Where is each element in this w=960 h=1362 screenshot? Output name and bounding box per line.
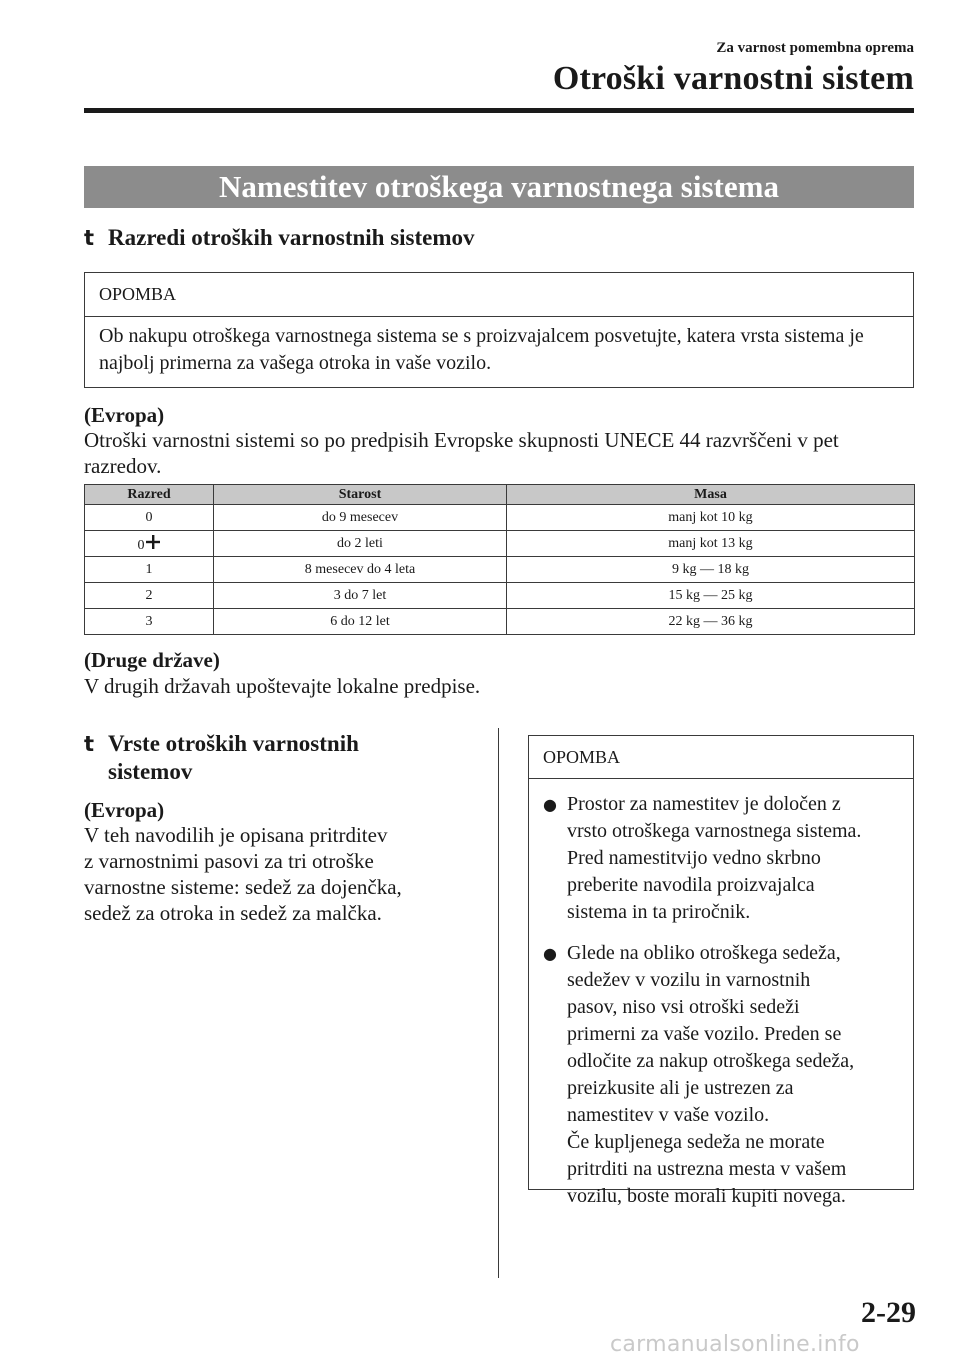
plus-icon <box>145 534 161 550</box>
list-item <box>541 791 901 926</box>
subsection-title-line1: Vrste otroških varnostnih <box>108 731 359 756</box>
bullet-line: vrsto otroškega varnostnega sistema. <box>567 820 862 842</box>
cell-starost: 8 mesecev do 4 leta <box>214 557 507 583</box>
note-heading: OPOMBA <box>529 736 913 779</box>
section-banner: Namestitev otroškega varnostnega sistema <box>84 166 914 208</box>
bullet-icon: ● <box>543 944 557 963</box>
subsection-heading-types <box>84 730 359 786</box>
cell-masa: 9 kg — 18 kg <box>507 557 915 583</box>
cell-razred: 0 <box>85 505 214 531</box>
cell-razred: 3 <box>85 609 214 635</box>
cell-razred: 0 <box>137 537 145 553</box>
subsection-heading-classes <box>84 224 475 252</box>
bullet-line: vozilu, boste morali kupiti novega. <box>567 1185 846 1207</box>
text-line: varnostne sisteme: sedež za dojenčka, <box>84 875 402 899</box>
cell-masa: manj kot 10 kg <box>507 505 915 531</box>
types-paragraph <box>84 822 494 926</box>
section-marker-icon: t <box>84 732 95 756</box>
region-label-europe: (Evropa) <box>84 403 165 427</box>
note-heading: OPOMBA <box>85 273 913 317</box>
table-row <box>85 609 915 635</box>
header-masa: Masa <box>507 485 915 505</box>
text-line: sedež za otroka in sedež za malčka. <box>84 901 382 925</box>
subsection-title-line2: sistemov <box>108 759 193 784</box>
text-line: V teh navodilih je opisana pritrditev <box>84 823 388 847</box>
cell-starost: do 2 leti <box>214 531 507 557</box>
other-paragraph: V drugih državah upoštevajte lokalne predpise. <box>84 674 481 698</box>
cell-starost: 3 do 7 let <box>214 583 507 609</box>
cell-razred: 2 <box>85 583 214 609</box>
class-table <box>84 484 915 635</box>
table-row <box>85 531 915 557</box>
cell-masa: manj kot 13 kg <box>507 531 915 557</box>
table-row <box>85 505 915 531</box>
bullet-line: sistema in ta priročnik. <box>567 901 751 923</box>
cell-masa: 15 kg — 25 kg <box>507 583 915 609</box>
text-line: z varnostnimi pasovi za tri otroške <box>84 849 374 873</box>
bullet-line: preberite navodila proizvajalca <box>567 874 815 896</box>
region-label-europe-2: (Evropa) <box>84 798 165 822</box>
column-divider <box>498 728 499 1278</box>
cell-razred-plus <box>85 531 214 557</box>
header-razred: Razred <box>85 485 214 505</box>
page-number: 2-29 <box>861 1296 916 1329</box>
section-marker-icon: t <box>84 226 95 250</box>
bullet-line: Če kupljenega sedeža ne morate <box>567 1131 825 1153</box>
chapter-title: Otroški varnostni sistem <box>552 60 914 97</box>
bullet-line: pritrditi na ustrezna mesta v vašem <box>567 1158 847 1180</box>
watermark: carmanualsonline.info <box>610 1332 860 1357</box>
bullet-line: preizkusite ali je ustrezen za <box>567 1077 794 1099</box>
cell-masa: 22 kg — 36 kg <box>507 609 915 635</box>
bullet-line: Prostor za namestitev je določen z <box>567 793 841 815</box>
list-item <box>541 940 901 1210</box>
note-bullet-list <box>529 779 913 1210</box>
note-box <box>84 272 914 388</box>
table-row <box>85 557 915 583</box>
header-starost: Starost <box>214 485 507 505</box>
note-box-2 <box>528 735 914 1207</box>
region-label-other: (Druge države) <box>84 648 220 672</box>
bullet-line: primerni za vaše vozilo. Preden se <box>567 1023 842 1045</box>
cell-starost: 6 do 12 let <box>214 609 507 635</box>
bullet-line: pasov, niso vsi otroški sedeži <box>567 996 800 1018</box>
cell-starost: do 9 mesecev <box>214 505 507 531</box>
bullet-line: odločite za nakup otroškega sedeža, <box>567 1050 855 1072</box>
bullet-line: sedežev v vozilu in varnostnih <box>567 969 811 991</box>
table-row <box>85 583 915 609</box>
cell-razred: 1 <box>85 557 214 583</box>
header-rule <box>84 108 914 113</box>
bullet-line: Glede na obliko otroškega sedeža, <box>567 942 841 964</box>
bullet-icon: ● <box>543 795 557 814</box>
europe-paragraph: Otroški varnostni sistemi so po predpisih Evropske skupnosti UNECE 44 razvrščeni v pet razredov. <box>84 428 839 478</box>
table-header-row <box>85 485 915 505</box>
bullet-line: namestitev v vaše vozilo. <box>567 1104 770 1126</box>
running-head: Za varnost pomembna oprema <box>716 40 914 56</box>
subsection-title: Razredi otroških varnostnih sistemov <box>108 225 475 250</box>
note-text: Ob nakupu otroškega varnostnega sistema se s proizvajalcem posvetujte, katera vrsta sistema je najbolj primerna za vašega otroka in vaše vozilo. <box>99 325 864 374</box>
bullet-line: Pred namestitvijo vedno skrbno <box>567 847 821 869</box>
